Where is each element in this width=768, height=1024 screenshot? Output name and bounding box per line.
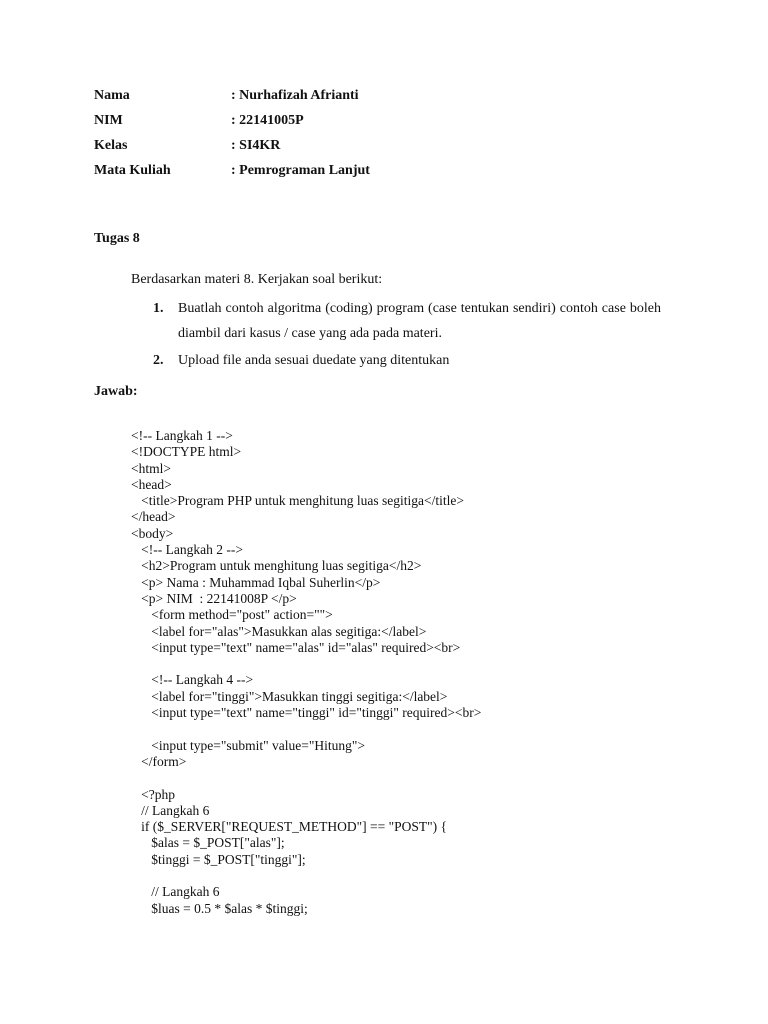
info-label: NIM [94,113,123,128]
assignment-intro: Berdasarkan materi 8. Kerjakan soal berikut: [131,272,383,287]
task-text: Upload file anda sesuai duedate yang ditentukan [178,353,450,368]
info-value: : Nurhafizah Afrianti [231,88,359,103]
code-line: <input type="submit" value="Hitung"> [131,737,365,753]
info-value: : 22141005P [231,113,304,128]
task-number: 2. [153,353,164,368]
code-line: <h2>Program untuk menghitung luas segitiga</h2> [131,558,422,574]
task-text: Buatlah contoh algoritma (coding) program (case tentukan sendiri) contoh case boleh diambil dari kasus / case yang ada pada materi. [178,301,661,341]
code-line: </head> [131,509,176,525]
code-line: // Langkah 6 [131,802,210,818]
code-line: <!-- Langkah 4 --> [131,672,254,688]
code-line: <head> [131,476,172,492]
code-line: <!-- Langkah 1 --> [131,428,233,443]
code-line: <label for="alas">Masukkan alas segitiga:</label> [131,623,427,639]
info-row-mata-kuliah [94,161,370,181]
info-label: Mata Kuliah [94,163,171,178]
info-label: Nama [94,88,130,103]
code-line: </form> [131,753,187,769]
answer-title: Jawab: [94,384,138,399]
code-line: // Langkah 6 [131,884,220,900]
code-block [131,428,691,917]
code-line: <!DOCTYPE html> [131,444,242,460]
assignment-title: Tugas 8 [94,231,140,246]
info-row-nama [94,86,359,106]
code-blank-line [131,770,691,786]
code-blank-line [131,721,691,737]
code-line: $tinggi = $_POST["tinggi"]; [131,851,306,867]
code-blank-line [131,656,691,672]
task-item [131,348,661,373]
code-line: <title>Program PHP untuk menghitung luas segitiga</title> [131,493,464,509]
code-line: <p> Nama : Muhammad Iqbal Suherlin</p> [131,574,381,590]
code-line: <html> [131,460,171,476]
code-line: <label for="tinggi">Masukkan tinggi segitiga:</label> [131,688,448,704]
code-line: $alas = $_POST["alas"]; [131,835,285,851]
code-line: <input type="text" name="tinggi" id="tinggi" required><br> [131,705,482,721]
info-label: Kelas [94,138,128,153]
task-item [131,296,661,346]
code-blank-line [131,868,691,884]
info-value: : Pemrograman Lanjut [231,163,370,178]
task-number: 1. [153,301,164,316]
code-line: <form method="post" action=""> [131,607,333,623]
code-line: $luas = 0.5 * $alas * $tinggi; [131,900,308,916]
code-line: <input type="text" name="alas" id="alas" required><br> [131,639,461,655]
info-row-nim [94,111,304,131]
code-line: <p> NIM : 22141008P </p> [131,590,297,606]
code-line: <body> [131,525,174,541]
task-list [131,296,661,375]
info-row-kelas [94,136,280,156]
code-line: if ($_SERVER["REQUEST_METHOD"] == "POST") { [131,819,448,835]
code-line: <!-- Langkah 2 --> [131,542,243,558]
info-value: : SI4KR [231,138,281,153]
code-line: <?php [131,786,175,802]
